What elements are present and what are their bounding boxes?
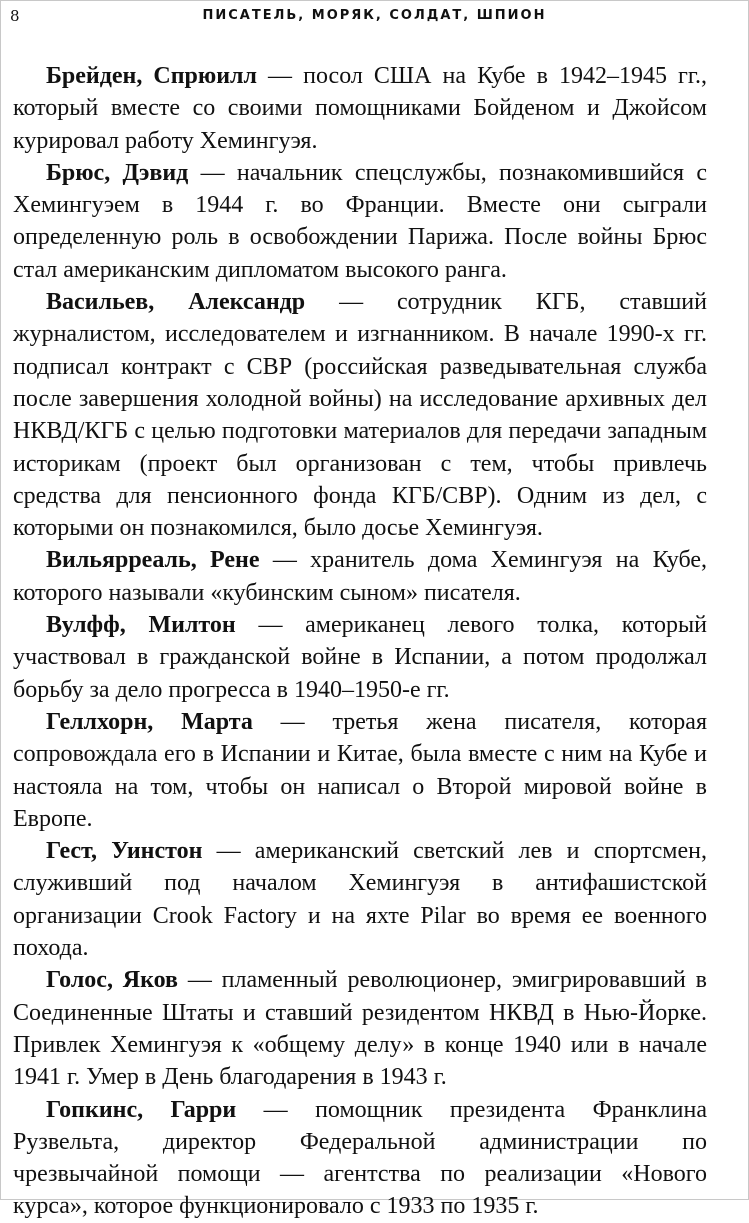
- glossary-entry: [13, 706, 707, 835]
- glossary-entry: [13, 60, 707, 157]
- entry-name: Гест, Уинстон: [46, 838, 203, 865]
- glossary-entry: [13, 964, 707, 1093]
- entry-text: — пламенный революционер, эмигрировавший в Соединенные Штаты и ставший резидентом НКВД в Нью-Йорке. Привлек Хемингуэя к «общему делу» в конце 1940 или в начале 1941 г. Умер в День благодарения в 1943 г.: [13, 967, 707, 1091]
- glossary-entry: [13, 157, 707, 286]
- page-number: 8: [10, 7, 20, 25]
- entry-name: Голос, Яков: [46, 967, 178, 994]
- glossary-entry: [13, 286, 707, 544]
- entry-text: — сотрудник КГБ, ставший журналистом, исследователем и изгнанником. В начале 1990-х гг. подписал контракт с СВР (российская разведывательная служба после завершения холодной войны) на исследование архивных дел НКВД/КГБ с целью подготовки материалов для передачи западным историкам (проект был организован с тем, чтобы привлечь средства для пенсионного фонда КГБ/СВР). Одним из дел, с которыми он познакомился, было досье Хемингуэя.: [13, 289, 707, 542]
- entry-name: Гопкинс, Гарри: [46, 1096, 237, 1123]
- running-title: ПИСАТЕЛЬ, МОРЯК, СОЛДАТ, ШПИОН: [202, 8, 547, 23]
- glossary-entry: [13, 835, 707, 964]
- entry-text: — посол США на Кубе в 1942–1945 гг., который вместе со своими помощниками Бойденом и Джойсом курировал работу Хемингуэя.: [13, 63, 708, 154]
- entry-text: — американский светский лев и спортсмен, служивший под началом Хемингуэя в антифашистской организации Crook Factory и на яхте Pilar во время ее военного похода.: [13, 838, 707, 962]
- glossary-list: [13, 60, 707, 1223]
- entry-name: Вулфф, Милтон: [46, 612, 236, 639]
- entry-name: Брейден, Спрюилл: [46, 63, 257, 89]
- glossary-entry: [13, 544, 707, 609]
- entry-text: — третья жена писателя, которая сопровождала его в Испании и Китае, была вместе с ним на Кубе и настояла на том, чтобы он написал о Второй мировой войне в Европе.: [13, 708, 707, 832]
- entry-name: Вильярреаль, Рене: [46, 547, 260, 574]
- entry-text: — помощник президента Франклина Рузвельта, директор Федеральной администрации по чрезвычайной помощи — агентства по реализации «Нового курса», которое функционировало с 1933 по 1935 г.: [13, 1096, 707, 1220]
- entry-name: Васильев, Александр: [46, 289, 306, 316]
- entry-text: — американец левого толка, который участвовал в гражданской войне в Испании, а потом продолжал борьбу за дело прогресса в 1940–1950-е гг.: [13, 612, 708, 703]
- entry-text: — начальник спецслужбы, познакомившийся с Хемингуэем в 1944 г. во Франции. Вместе они сыграли определенную роль в освобождении Парижа. После войны Брюс стал американским дипломатом высокого ранга.: [13, 159, 707, 283]
- glossary-entry: [13, 609, 707, 706]
- entry-name: Геллхорн, Марта: [46, 708, 253, 735]
- entry-text: — хранитель дома Хемингуэя на Кубе, которого называли «кубинским сыном» писателя.: [13, 547, 707, 606]
- glossary-entry: [13, 1094, 707, 1223]
- entry-name: Брюс, Дэвид: [46, 159, 189, 186]
